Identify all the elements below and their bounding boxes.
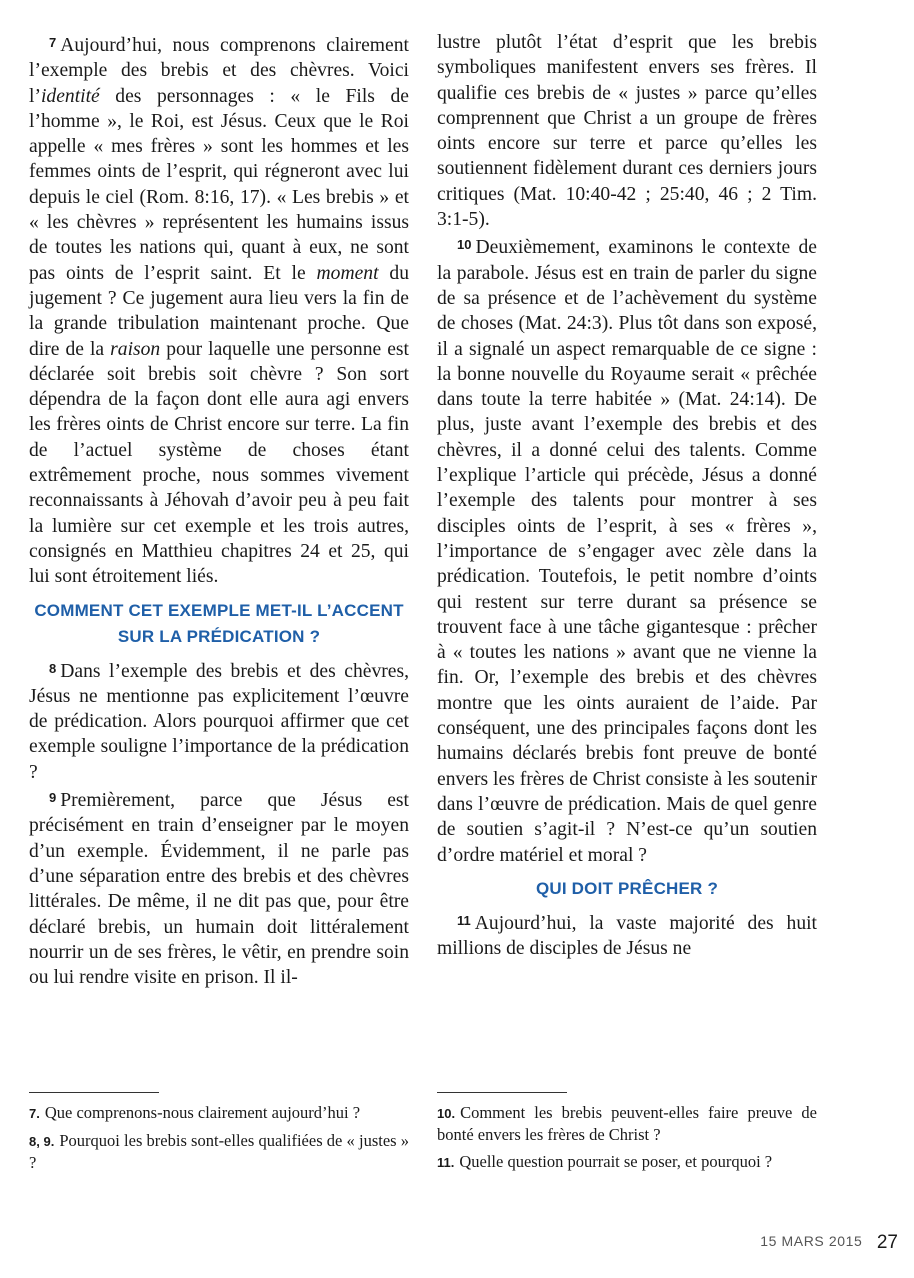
paragraph-11: [437, 908, 817, 962]
paragraph-number: 10: [457, 237, 472, 253]
paragraph-number: 11: [457, 912, 471, 928]
paragraph-number: 9: [49, 790, 57, 806]
paragraph-9-continued: lustre plutôt l’état d’esprit que les brebis symboliques manifestent envers ses frères. Il qualifie ces brebis de « justes » parce qu’elles comprennent que Christ a un groupe de frères oints encore sur terre et parce qu’elles les soutiennent fidèlement durant ces derniers jours critiques (Mat. 10:40-42 ; 25:40, 46 ; 2 Tim. 3:1-5).: [437, 32, 817, 231]
footnotes-right: [437, 1102, 817, 1179]
footnote: [437, 1102, 817, 1145]
paragraph-text: des personnages : « le Fils de l’homme », le Roi, est Jésus. Ceux que le Roi appelle « mes frères » sont les hommes et les femmes oints de l’esprit, qui régneront avec lui depuis le ciel (Rom. 8:16, 17). « Les brebis » et « les chèvres » représentent les humains issus de toutes les nations qui, quant à eux, ne sont pas oints de l’esprit saint. Et le: [29, 85, 409, 284]
footnote: [29, 1102, 409, 1124]
footnote-divider: [437, 1092, 567, 1093]
paragraph-9: [29, 785, 409, 990]
footnote-text: Quelle question pourrait se poser, et pourquoi ?: [459, 1152, 773, 1171]
paragraph-text: pour laquelle une personne est déclarée soit brebis soit chèvre ? Son sort dépendra de la façon dont elle aura agi envers les frères oints de Christ encore sur terre. La fin de l’actuel système de choses étant extrêmement proche, nous sommes vivement reconnaissants à Jéhovah d’avoir peu à peu fait la lumière sur cet exemple et les trois autres, consignés en Matthieu chapitres 24 et 25, qui lui sont étroitement liés.: [29, 338, 410, 588]
footnotes-left: [29, 1102, 409, 1179]
paragraph-text: Aujourd’hui, nous comprenons clairement l’exemple des brebis et des chèvres. Voici l’: [29, 35, 409, 107]
section-heading: QUI DOIT PRÊCHER ?: [535, 878, 719, 898]
paragraph-text: du jugement ? Ce jugement aura lieu vers la fin de la grande tribulation maintenant proche. Que dire de la: [29, 262, 409, 360]
footnote-divider: [29, 1092, 159, 1093]
paragraph-text: Dans l’exemple des brebis et des chèvres, Jésus ne mentionne pas explicitement l’œuvre de prédication. Alors pourquoi affirmer que cet exemple souligne l’importance de la prédication ?: [29, 660, 409, 783]
footnote-number: 8, 9.: [29, 1134, 55, 1149]
paragraph-text: Aujourd’hui, la vaste majorité des huit millions de disciples de Jésus ne: [437, 912, 817, 960]
paragraph-8: [29, 656, 409, 785]
footnote: [437, 1151, 817, 1173]
footnote-text: Pourquoi les brebis sont-elles qualifiées de « justes » ?: [29, 1131, 409, 1172]
right-column: [437, 30, 817, 961]
paragraph-text: Deuxièmement, examinons le contexte de la parabole. Jésus est en train de parler du signe de sa présence et de l’achèvement du système de choses (Mat. 24:3). Plus tôt dans son exposé, il a signalé un aspect remarquable de ce signe : la bonne nouvelle du Royaume serait « prêchée dans toute la terre habitée » (Mat. 24:14). De plus, juste avant l’exemple des brebis et des chèvres, il a donné celui des talents. Comme l’explique l’article qui précède, Jésus a donné l’exemple des talents pour montrer à ses disciples oints de l’esprit, à ses « frères », l’importance de s’engager avec zèle dans la prédication. Toutefois, le petit nombre d’oints qui restent sur terre durant sa présence se trouvent face à une tâche gigantesque : prêcher à « toutes les nations » avant que ne vienne la fin. Or, l’exemple des brebis et des chèvres montre que les oints auraient de l’aide. Par conséquent, une des principales façons dont les humains déclarés brebis font preuve de bonté envers les frères de Christ consiste à les soutenir dans l’œuvre de prédication. Mais de quel genre de soutien s’agit-il ? N’est-ce qu’un soutien d’ordre matériel et moral ?: [437, 237, 817, 866]
footnote-text: Comment les brebis peuvent-elles faire preuve de bonté envers les frères de Christ ?: [437, 1103, 817, 1144]
footnote-number: 10.: [437, 1106, 456, 1121]
footnote: [29, 1130, 409, 1173]
page-footer: [760, 1232, 898, 1254]
issue-date: 15 MARS 2015: [760, 1233, 863, 1249]
paragraph-text: Premièrement, parce que Jésus est précisément en train d’enseigner par le moyen d’un exemple. Évidemment, il ne parle pas d’une séparation entre des brebis et des chèvres littérales. De même, il ne dit pas que, pour être déclaré brebis, un humain doit littéralement nourrir un de ses frères, le vêtir, en prendre soin ou lui rendre visite en prison. Il il-: [29, 790, 409, 989]
section-heading: COMMENT CET EXEMPLE MET-IL L’ACCENT SUR LA PRÉDICATION ?: [34, 600, 404, 646]
emphasis: raison: [110, 338, 161, 360]
paragraph-number: 8: [49, 660, 57, 676]
paragraph-10: [437, 232, 817, 867]
footnote-number: 7.: [29, 1106, 40, 1121]
paragraph-number: 7: [49, 35, 57, 50]
footnote-text: Que comprenons-nous clairement aujourd’hui ?: [44, 1103, 361, 1122]
page-number: 27: [876, 1232, 898, 1253]
paragraph-7: [29, 30, 409, 590]
left-column: [29, 30, 409, 990]
emphasis: identité: [40, 85, 100, 107]
emphasis: moment: [316, 262, 379, 284]
footnote-number: 11.: [437, 1155, 455, 1170]
